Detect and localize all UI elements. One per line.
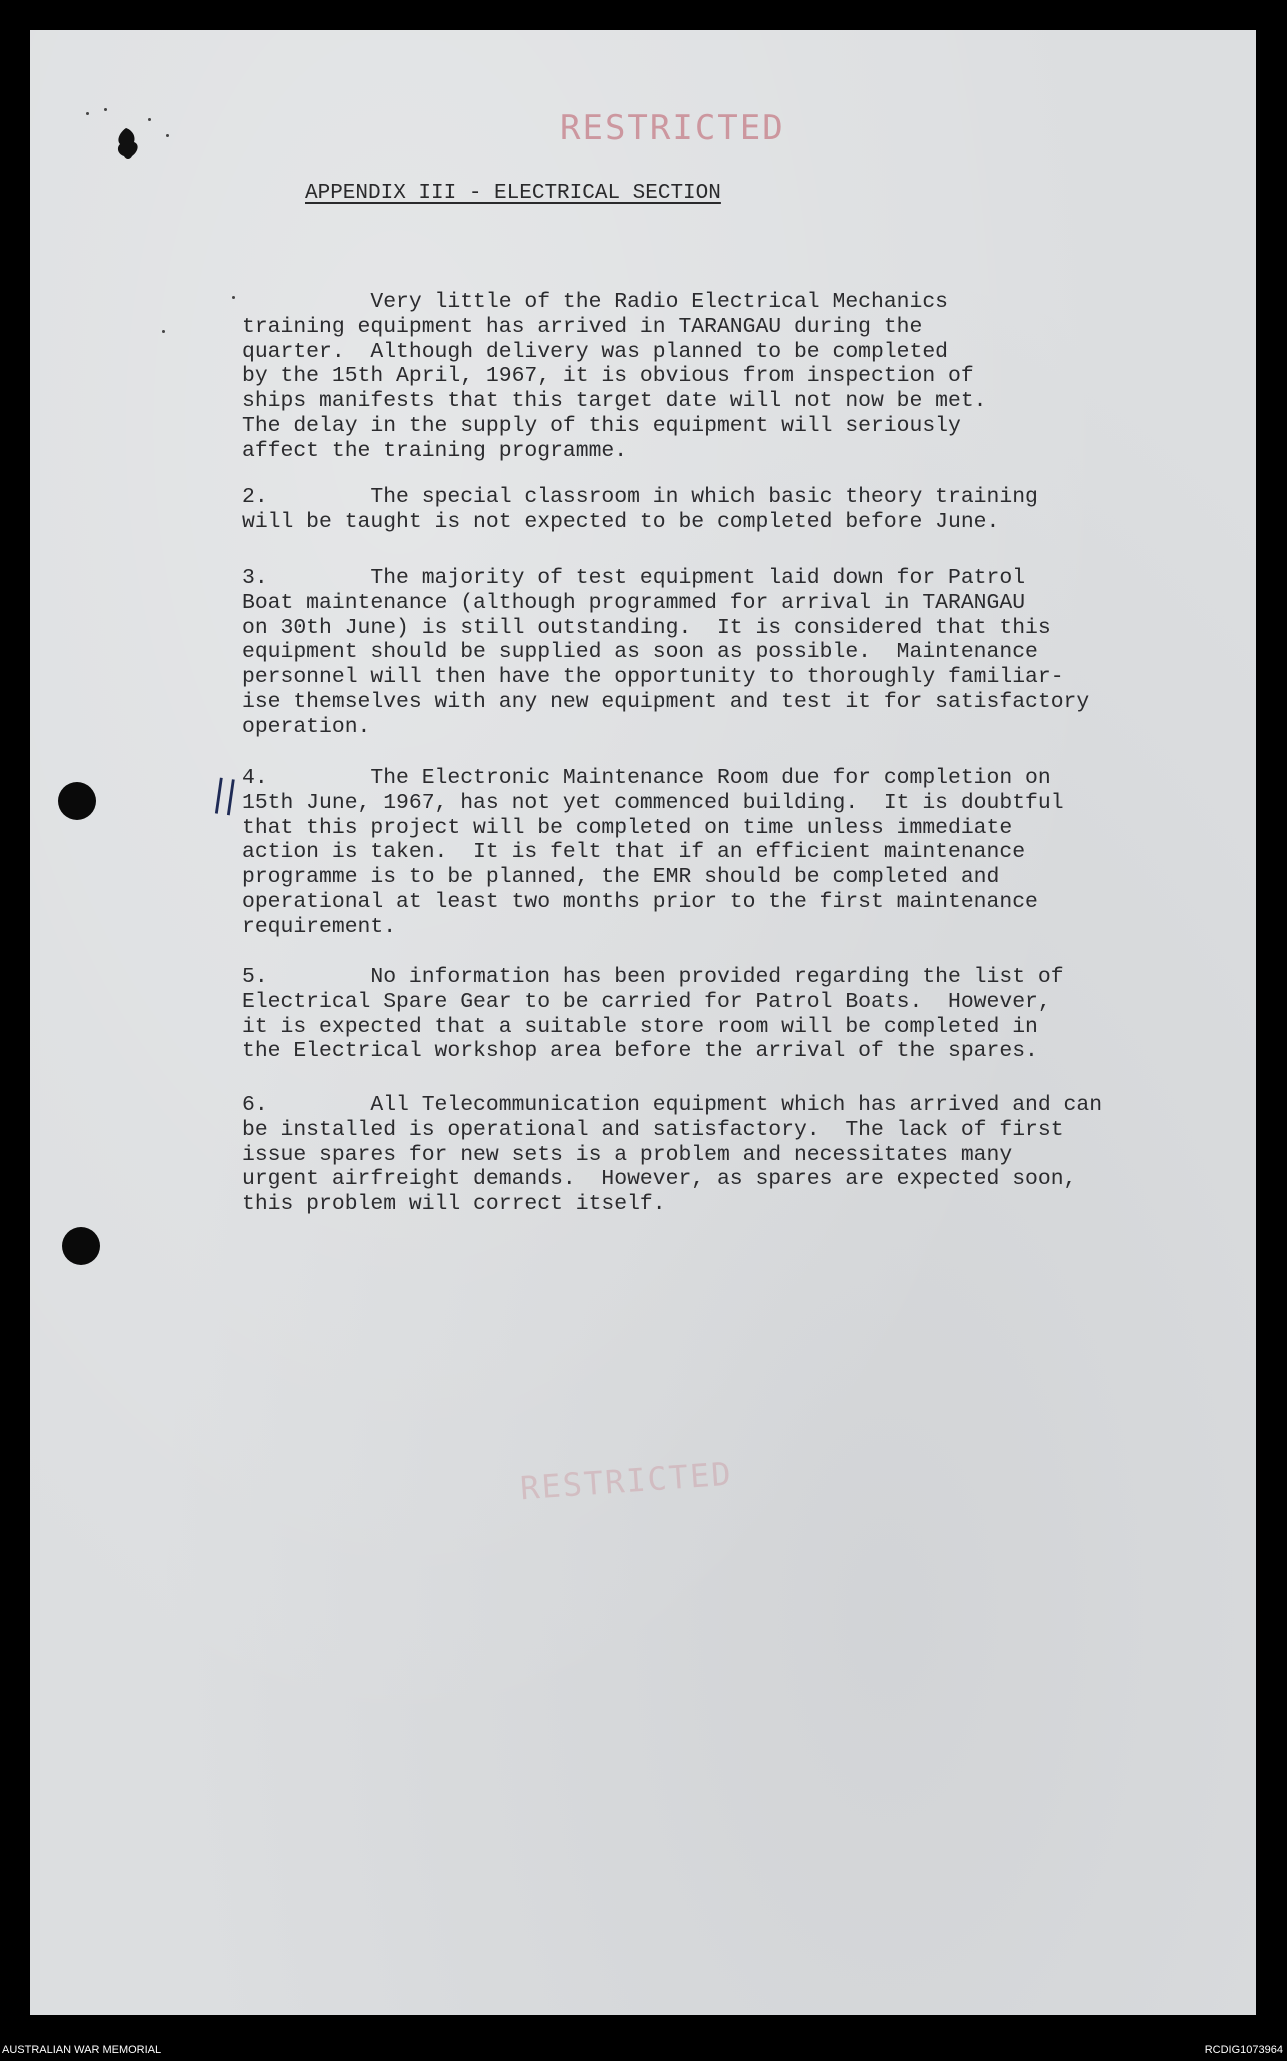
speck bbox=[86, 112, 89, 115]
restricted-stamp-top: RESTRICTED bbox=[560, 108, 785, 148]
document-page bbox=[30, 30, 1256, 2015]
paragraph-4: 4. The Electronic Maintenance Room due for completion on 15th June, 1967, has not yet commenced building. It is doubtful that this project will be completed on time unless immediate action is taken. It is felt that if an efficient maintenance programme is to be planned, the EMR should be completed and operational at least two months prior to the first maintenance requirement. bbox=[242, 766, 1064, 939]
speck bbox=[232, 296, 235, 299]
handwritten-margin-mark: || bbox=[210, 772, 241, 817]
paragraph-1: Very little of the Radio Electrical Mechanics training equipment has arrived in TARANGAU during the quarter. Although delivery was planned to be completed by the 15th April, 1967, it is obvious from inspection of ships manifests that this target date will not now be met. The delay in the supply of this equipment will seriously affect the training programme. bbox=[242, 290, 987, 463]
restricted-stamp-bottom: RESTRICTED bbox=[518, 1454, 734, 1508]
speck bbox=[148, 118, 151, 121]
paragraph-5: 5. No information has been provided regarding the list of Electrical Spare Gear to be carried for Patrol Boats. However, it is expected that a suitable store room will be completed in the Electrical workshop area before the arrival of the spares. bbox=[242, 965, 1064, 1064]
paragraph-2: 2. The special classroom in which basic theory training will be taught is not expected to be completed before June. bbox=[242, 485, 1038, 534]
page-title: APPENDIX III - ELECTRICAL SECTION bbox=[305, 182, 721, 205]
speck bbox=[104, 108, 107, 111]
punch-hole-lower bbox=[62, 1227, 100, 1265]
ink-blot bbox=[114, 126, 144, 162]
speck bbox=[166, 134, 169, 137]
paragraph-3: 3. The majority of test equipment laid down for Patrol Boat maintenance (although programmed for arrival in TARANGAU on 30th June) is still outstanding. It is considered that this equipment should be supplied as soon as possible. Maintenance personnel will then have the opportunity to thoroughly familiar- ise themselves with any new equipment and test it for satisfactory operation. bbox=[242, 566, 1090, 739]
punch-hole-upper bbox=[58, 782, 96, 820]
speck bbox=[162, 330, 165, 333]
paragraph-6: 6. All Telecommunication equipment which has arrived and can be installed is operational and satisfactory. The lack of first issue spares for new sets is a problem and necessitates many urgent airfreight demands. However, as spares are expected soon, this problem will correct itself. bbox=[242, 1093, 1103, 1217]
archive-id: RCDIG1073964 bbox=[1204, 2044, 1283, 2056]
archive-credit: AUSTRALIAN WAR MEMORIAL bbox=[2, 2044, 162, 2056]
